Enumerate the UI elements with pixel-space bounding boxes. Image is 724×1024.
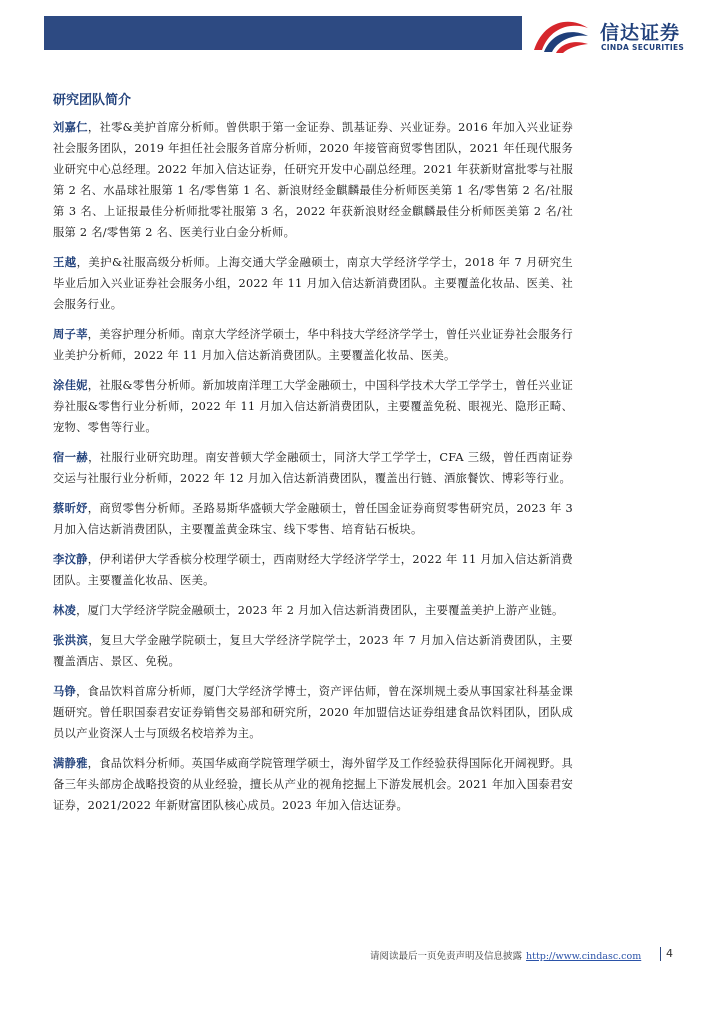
footer <box>370 948 641 962</box>
header-bar <box>44 16 522 50</box>
team-member <box>53 324 573 366</box>
member-name: 刘嘉仁 <box>53 120 88 134</box>
section-title: 研究团队简介 <box>53 93 132 108</box>
team-member <box>53 600 573 621</box>
member-name: 蔡昕妤 <box>53 501 88 515</box>
member-bio: ，社服&零售分析师。新加坡南洋理工大学金融硕士，中国科学技术大学工学学士，曾任兴业证券社服&零售行业分析师，2022 年 11 月加入信达新消费团队，主要覆盖免税、眼视光、隐形正畸、宠物、零售等行业。 <box>53 379 573 434</box>
member-bio: ，厦门大学经济学院金融硕士，2023 年 2 月加入信达新消费团队，主要覆盖美护上游产业链。 <box>76 604 564 617</box>
member-bio: ，美容护理分析师。南京大学经济学硕士，华中科技大学经济学学士，曾任兴业证券社会服务行业美护分析师，2022 年 11 月加入信达新消费团队。主要覆盖化妆品、医美。 <box>53 328 573 362</box>
footer-divider <box>660 947 661 961</box>
team-member <box>53 549 573 591</box>
member-bio: ，社服行业研究助理。南安普顿大学金融硕士，同济大学工学学士，CFA 三级，曾任西南证券交运与社服行业分析师，2022 年 12 月加入信达新消费团队，覆盖出行链、酒旅餐饮、博彩等行业。 <box>53 451 573 485</box>
member-bio: ，商贸零售分析师。圣路易斯华盛顿大学金融硕士，曾任国金证券商贸零售研究员，2023 年 3 月加入信达新消费团队，主要覆盖黄金珠宝、线下零售、培育钻石板块。 <box>53 502 573 536</box>
member-name: 张洪滨 <box>53 633 89 647</box>
member-name: 周子莘 <box>53 327 88 341</box>
team-member <box>53 498 573 540</box>
footer-website-link[interactable]: http://www.cindasc.com <box>526 951 642 962</box>
member-name: 马铮 <box>53 684 77 698</box>
team-member <box>53 375 573 438</box>
team-member <box>53 252 573 315</box>
logo-english-name: CINDA SECURITIES <box>601 43 685 52</box>
company-logo <box>530 14 710 56</box>
member-bio: ，食品饮料首席分析师，厦门大学经济学博士，资产评估师，曾在深圳规土委从事国家社科基金课题研究。曾任职国泰君安证券销售交易部和研究所，2020 年加盟信达证券组建食品饮料团队，团队成员以产业资深人士与顶级名校培养为主。 <box>53 685 573 740</box>
member-name: 涂佳妮 <box>53 378 88 392</box>
member-bio: ，食品饮料分析师。英国华威商学院管理学硕士，海外留学及工作经验获得国际化开阔视野。具备三年头部房企战略投资的从业经验，擅长从产业的视角挖掘上下游发展机会。2021 年加入国泰君安证券，2021/2022 年新财富团队核心成员。2023 年加入信达证券。 <box>53 757 573 812</box>
team-member <box>53 117 573 243</box>
member-name: 林凌 <box>53 603 77 617</box>
member-name: 李汶静 <box>53 552 88 566</box>
team-member <box>53 753 573 816</box>
team-member <box>53 447 573 489</box>
member-name: 王越 <box>53 255 77 269</box>
team-member-list <box>53 117 573 825</box>
team-member <box>53 630 573 672</box>
team-member <box>53 681 573 744</box>
member-name: 宿一赫 <box>53 450 89 464</box>
member-bio: ，复旦大学金融学院硕士，复旦大学经济学院学士，2023 年 7 月加入信达新消费团队，主要覆盖酒店、景区、免税。 <box>53 634 573 668</box>
member-bio: ，社零&美护首席分析师。曾供职于第一金证券、凯基证券、兴业证券。2016 年加入兴业证券社会服务团队，2019 年担任社会服务首席分析师，2020 年接管商贸零售团队，2021 年任现代服务业研究中心总经理。2022 年加入信达证券，任研究开发中心副总经理。2021 年获新财富批零与社服第 2 名、水晶球社服第 1 名/零售第 1 名、新浪财经金麒麟最佳分析师医美第 1 名/零售第 2 名/社服第 3 名、上证报最佳分析师批零社服第 3 名，2022 年获新浪财经金麒麟最佳分析师医美第 2 名/社服第 2 名/零售第 2 名、医美行业白金分析师。 <box>53 121 573 239</box>
logo-chinese-name: 信达证券 <box>600 22 681 44</box>
logo-mark-icon <box>530 14 592 56</box>
member-bio: ，伊利诺伊大学香槟分校理学硕士，西南财经大学经济学学士，2022 年 11 月加入信达新消费团队。主要覆盖化妆品、医美。 <box>53 553 573 587</box>
page-number: 4 <box>666 947 673 960</box>
footer-disclaimer: 请阅读最后一页免责声明及信息披露 <box>370 951 523 962</box>
member-bio: ，美护&社服高级分析师。上海交通大学金融硕士，南京大学经济学学士，2018 年 7 月研究生毕业后加入兴业证券社会服务小组，2022 年 11 月加入信达新消费团队。主要覆盖化妆品、医美、社会服务行业。 <box>53 256 573 311</box>
member-name: 满静雅 <box>53 756 88 770</box>
